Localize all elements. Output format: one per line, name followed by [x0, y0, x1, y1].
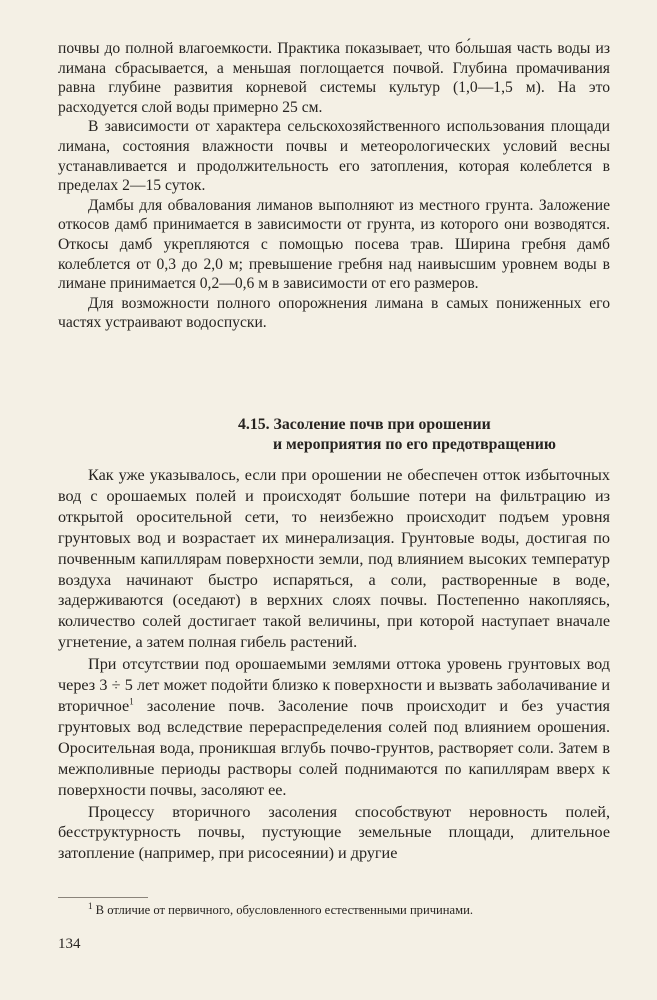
section-number: 4.15. — [238, 416, 270, 433]
section-title-line-1: Засоление почв при орошении — [273, 416, 491, 433]
section-heading — [238, 415, 618, 455]
paragraph-2: В зависимости от характера сельскохозяйственного использования площади лимана, состояния влажности почвы и метеорологических условий весны устанавливается и продолжительность его затопления, которая колеблется в пределах 2—15 суток. — [58, 118, 610, 195]
main-paragraph-2-start: При отсутствии под орошаемыми землями оттока уровень грунтовых вод через 3 ÷ 5 лет может подойти близко к поверхности и вызвать заболачивание и вторичное — [58, 655, 610, 715]
footnote — [58, 902, 610, 918]
paragraph-4: Для возможности полного опорожнения лимана в самых пониженных его частях устраивают водоспуски. — [58, 294, 610, 332]
footnote-marker: 1 — [88, 900, 93, 911]
page-number: 134 — [58, 936, 81, 952]
main-paragraph-2-end: засоление почв. Засоление почв происходит и без участия грунтовых вод вследствие перераспределения солей под влиянием орошения. Оросительная вода, проникшая вглубь почво-грунтов, растворяет соли. Затем в межполивные периоды растворы солей поднимаются по капиллярам вверх к поверхности почвы, засоляют ее. — [58, 696, 610, 799]
footnote-reference: 1 — [129, 696, 134, 707]
main-paragraph-2 — [58, 654, 610, 800]
top-text-block — [58, 39, 610, 333]
main-text-block — [58, 465, 610, 864]
main-paragraph-3: Процессу вторичного засоления способствуют неровность полей, бесструктурность почвы, пустующие земельные площади, длительное затопление (например, при рисосеянии) и другие — [58, 802, 610, 863]
main-paragraph-1: Как уже указывалось, если при орошении не обеспечен отток избыточных вод с орошаемых полей и происходят большие потери на фильтрацию из открытой оросительной сети, то неизбежно происходит подъем уровня грунтовых вод и возрастает их минерализация. Грунтовые воды, достигая по почвенным капиллярам поверхности земли, под влиянием высоких температур воздуха начинают быстро испаряться, а соли, растворенные в воде, задерживаются (оседают) в верхних слоях почвы. Постепенно накопляясь, количество солей достигает такой величины, при которой наступает вначале угнетение, а затем полная гибель растений. — [58, 466, 610, 652]
paragraph-1: почвы до полной влагоемкости. Практика показывает, что бо́льшая часть воды из лимана сбрасывается, а меньшая поглощается почвой. Глубина промачивания равна глубине развития корневой системы культур (1,0—1,5 м). На это расходуется слой воды примерно 25 см. — [58, 40, 610, 116]
footnote-text: В отличие от первичного, обусловленного естественными причинами. — [92, 903, 473, 917]
section-title-line-2: и мероприятия по его предотвращению — [273, 436, 556, 453]
footnote-divider — [58, 897, 148, 898]
paragraph-3: Дамбы для обвалования лиманов выполняют из местного грунта. Заложение откосов дамб принимается в зависимости от грунта, из которого они возводятся. Откосы дамб укрепляются с помощью посева трав. Ширина гребня дамб колеблется от 0,3 до 2,0 м; превышение гребня над наивысшим уровнем воды в лимане принимается 0,2—0,6 м в зависимости от его размеров. — [58, 196, 610, 293]
